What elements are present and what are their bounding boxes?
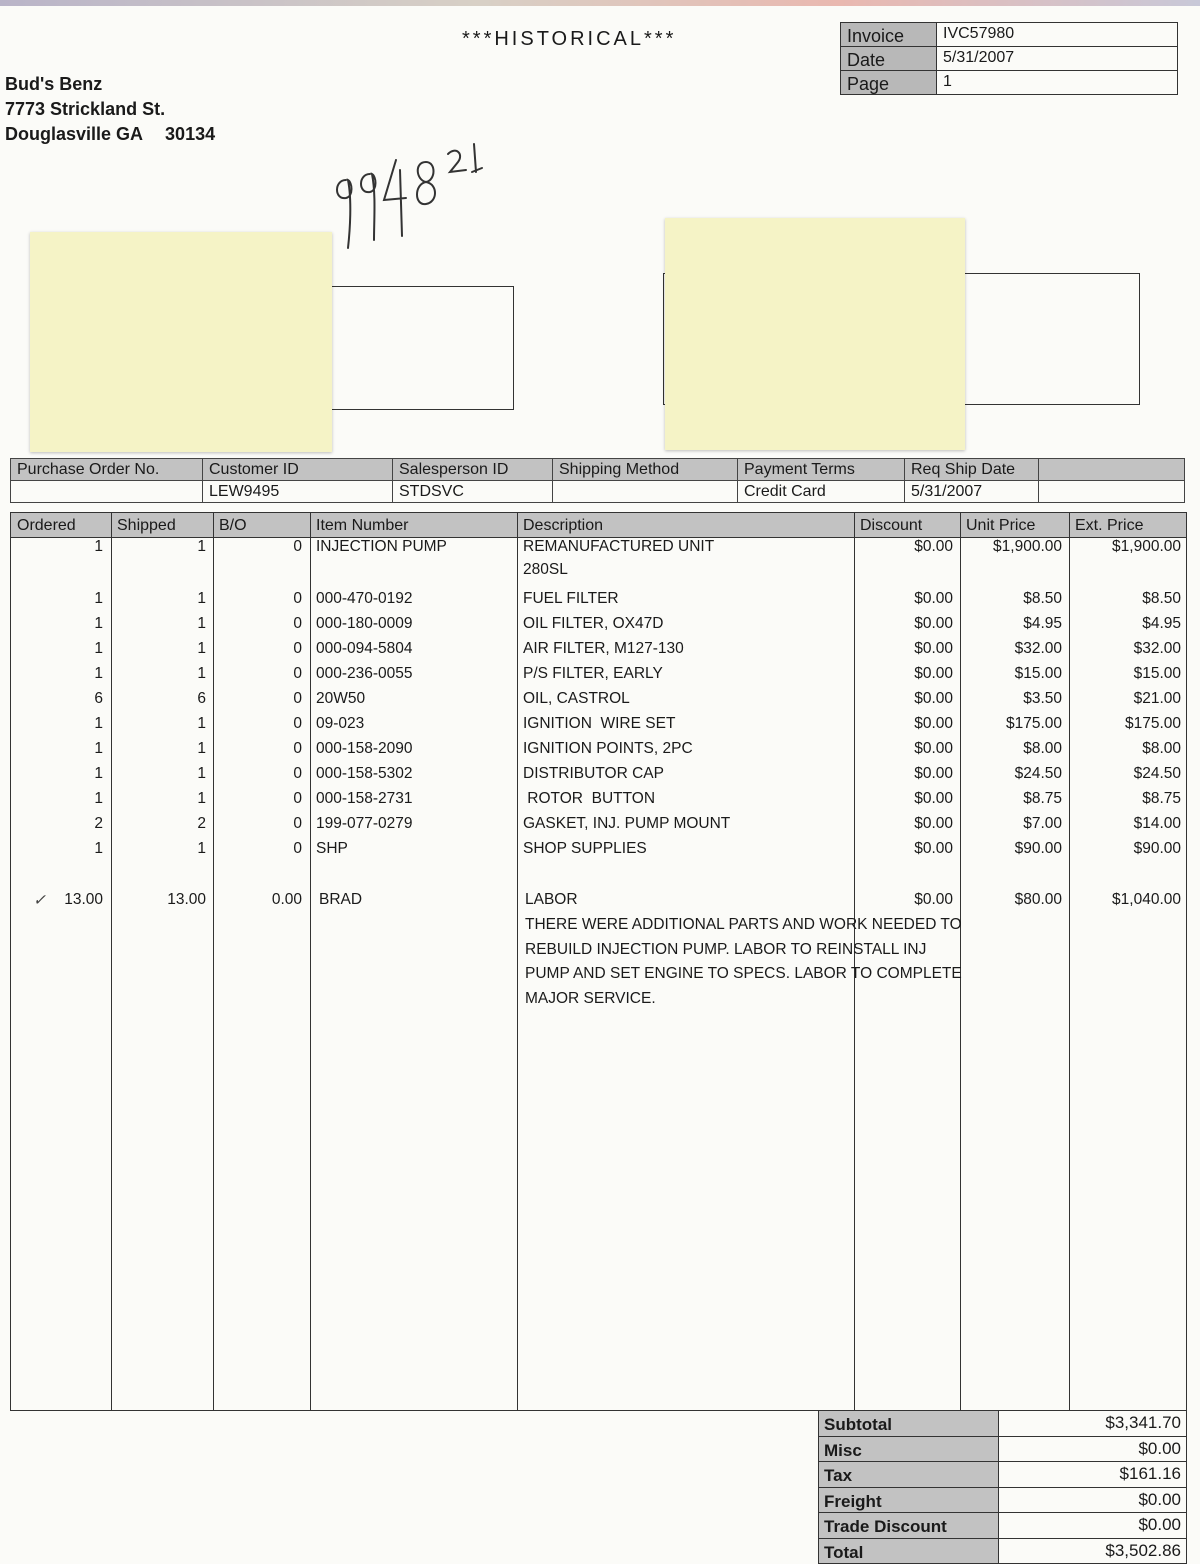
line-item-row: [11, 590, 1186, 614]
unit-price-cell: $4.95: [1023, 615, 1062, 632]
ordered-cell: 1: [94, 765, 103, 782]
misc-row: [819, 1436, 1186, 1462]
ordered-cell: 1: [94, 615, 103, 632]
sticky-note-left: [30, 232, 332, 452]
shipped-cell: 2: [197, 815, 206, 832]
page-label: Page: [841, 71, 937, 94]
bo-cell: 0: [293, 615, 302, 632]
company-name: Bud's Benz: [5, 74, 103, 94]
ext-price-cell: $4.95: [1142, 615, 1181, 632]
item-number-cell: SHP: [316, 840, 348, 857]
line-item-row: [11, 538, 1186, 562]
labor-discount: $0.00: [914, 891, 953, 908]
unit-price-cell: $8.75: [1023, 790, 1062, 807]
labor-row: [11, 891, 1186, 915]
discount-cell: $0.00: [914, 815, 953, 832]
check-mark: ✓: [33, 892, 46, 909]
company-street: 7773 Strickland St.: [5, 99, 166, 119]
shipped-cell: 1: [197, 615, 206, 632]
labor-item: BRAD: [319, 891, 363, 908]
order-info-value-row: [11, 481, 1185, 503]
scan-edge-strip: [0, 0, 1200, 6]
invoice-number-row: [841, 23, 1177, 46]
description-cell: 280SL: [523, 561, 568, 578]
ext-price-cell: $24.50: [1133, 765, 1181, 782]
ordered-cell: 1: [94, 740, 103, 757]
ext-price-cell: $8.50: [1142, 590, 1181, 607]
bo-cell: 0: [293, 538, 302, 555]
discount-cell: $0.00: [914, 538, 953, 555]
item-number-cell: 000-158-5302: [316, 765, 413, 782]
item-number-cell: 000-236-0055: [316, 665, 413, 682]
bo-header: B/O: [219, 517, 247, 534]
blank-value: [1039, 481, 1185, 503]
tax-value: $161.16: [1119, 1464, 1181, 1483]
ordered-cell: 2: [94, 815, 103, 832]
customer-id-header: Customer ID: [203, 459, 393, 481]
unit-price-cell: $8.50: [1023, 590, 1062, 607]
description-cell: REMANUFACTURED UNIT: [523, 538, 715, 555]
discount-cell: $0.00: [914, 715, 953, 732]
shipping-method-value: [553, 481, 738, 503]
line-item-row: [11, 640, 1186, 664]
bo-cell: 0: [293, 840, 302, 857]
labor-note-line: THERE WERE ADDITIONAL PARTS AND WORK NEEDED TO: [525, 916, 962, 933]
customer-id-value: LEW9495: [203, 481, 393, 503]
subtotal-row: [819, 1411, 1186, 1436]
description-cell: OIL FILTER, OX47D: [523, 615, 664, 632]
discount-header: Discount: [860, 517, 923, 534]
req-ship-date-header: Req Ship Date: [905, 459, 1039, 481]
blank-header: [1039, 459, 1185, 481]
description-cell: IGNITION WIRE SET: [523, 715, 676, 732]
description-cell: GASKET, INJ. PUMP MOUNT: [523, 815, 731, 832]
shipped-cell: 1: [197, 840, 206, 857]
shipped-cell: 1: [197, 538, 206, 555]
payment-terms-value: Credit Card: [738, 481, 905, 503]
ext-price-cell: $32.00: [1133, 640, 1181, 657]
discount-cell: $0.00: [914, 665, 953, 682]
tax-label: Tax: [819, 1462, 999, 1487]
company-zip: 30134: [165, 124, 216, 144]
discount-cell: $0.00: [914, 840, 953, 857]
tax-row: [819, 1461, 1186, 1487]
ext-price-cell: $8.00: [1142, 740, 1181, 757]
bo-cell: 0: [293, 590, 302, 607]
unit-price-cell: $1,900.00: [993, 538, 1062, 555]
description-cell: IGNITION POINTS, 2PC: [523, 740, 693, 757]
discount-cell: $0.00: [914, 615, 953, 632]
salesperson-header: Salesperson ID: [393, 459, 553, 481]
ordered-cell: 1: [94, 790, 103, 807]
ext-price-cell: $21.00: [1133, 690, 1181, 707]
unit-price-cell: $3.50: [1023, 690, 1062, 707]
bo-cell: 0: [293, 640, 302, 657]
ordered-cell: 6: [94, 690, 103, 707]
order-info-header-row: [11, 459, 1185, 481]
labor-shipped: 13.00: [167, 891, 206, 908]
invoice-page-row: [841, 70, 1177, 94]
date-label: Date: [841, 47, 937, 70]
line-item-row: [11, 815, 1186, 839]
shipping-method-header: Shipping Method: [553, 459, 738, 481]
handwritten-note: [326, 140, 506, 260]
discount-cell: $0.00: [914, 690, 953, 707]
totals-box: [818, 1410, 1187, 1564]
bo-cell: 0: [293, 715, 302, 732]
labor-note-line: PUMP AND SET ENGINE TO SPECS. LABOR TO COMPLETE: [525, 965, 962, 982]
labor-desc: LABOR: [525, 891, 578, 908]
shipped-header: Shipped: [117, 517, 176, 534]
req-ship-date-value: 5/31/2007: [905, 481, 1039, 503]
shipped-cell: 1: [197, 765, 206, 782]
line-item-row: [11, 561, 1186, 585]
misc-value: $0.00: [1138, 1438, 1181, 1458]
ordered-cell: 1: [94, 665, 103, 682]
discount-cell: $0.00: [914, 765, 953, 782]
ext-price-cell: $8.75: [1142, 790, 1181, 807]
total-label: Total: [819, 1539, 999, 1564]
item-number-cell: 000-158-2090: [316, 740, 413, 757]
company-city: Douglasville GA: [5, 124, 144, 144]
unit-price-header: Unit Price: [966, 517, 1036, 534]
bo-cell: 0: [293, 690, 302, 707]
bo-cell: 0: [293, 765, 302, 782]
order-info-table: [10, 458, 1185, 503]
description-cell: DISTRIBUTOR CAP: [523, 765, 664, 782]
line-item-row: [11, 690, 1186, 714]
unit-price-cell: $7.00: [1023, 815, 1062, 832]
trade-discount-value: $0.00: [1138, 1515, 1181, 1534]
ext-price-cell: $15.00: [1133, 665, 1181, 682]
payment-terms-header: Payment Terms: [738, 459, 905, 481]
labor-unit-price: $80.00: [1014, 891, 1062, 908]
ordered-cell: 1: [94, 538, 103, 555]
item-number-cell: INJECTION PUMP: [316, 538, 447, 555]
subtotal-label: Subtotal: [819, 1411, 999, 1436]
unit-price-cell: $32.00: [1014, 640, 1062, 657]
labor-notes: [525, 913, 962, 1011]
description-cell: FUEL FILTER: [523, 590, 619, 607]
sticky-note-right: [665, 218, 965, 450]
item-number-cell: 000-158-2731: [316, 790, 413, 807]
description-cell: ROTOR BUTTON: [523, 790, 656, 807]
line-item-row: [11, 765, 1186, 789]
description-cell: OIL, CASTROL: [523, 690, 630, 707]
item-number-cell: 000-180-0009: [316, 615, 413, 632]
bo-cell: 0: [293, 790, 302, 807]
line-item-row: [11, 715, 1186, 739]
item-number-cell: 000-094-5804: [316, 640, 413, 657]
subtotal-value: $3,341.70: [1105, 1413, 1181, 1432]
labor-bo: 0.00: [271, 891, 302, 908]
freight-value: $0.00: [1138, 1489, 1181, 1509]
ext-price-header: Ext. Price: [1075, 517, 1144, 534]
unit-price-cell: $8.00: [1023, 740, 1062, 757]
line-items-table: [10, 512, 1187, 1411]
item-number-header: Item Number: [316, 517, 409, 534]
unit-price-cell: $24.50: [1014, 765, 1062, 782]
bo-cell: 0: [293, 665, 302, 682]
po-header: Purchase Order No.: [11, 459, 203, 481]
discount-cell: $0.00: [914, 640, 953, 657]
trade-discount-row: [819, 1512, 1186, 1538]
line-item-row: [11, 790, 1186, 814]
ext-price-cell: $90.00: [1133, 840, 1181, 857]
labor-note-line: MAJOR SERVICE.: [525, 989, 656, 1007]
labor-ext-price: $1,040.00: [1112, 891, 1181, 908]
invoice-number: IVC57980: [943, 25, 1015, 42]
shipped-cell: 1: [197, 740, 206, 757]
invoice-date-row: [841, 46, 1177, 70]
line-item-row: [11, 615, 1186, 639]
trade-discount-label: Trade Discount: [819, 1513, 999, 1538]
unit-price-cell: $175.00: [1005, 715, 1062, 732]
shipped-cell: 1: [197, 640, 206, 657]
invoice-label: Invoice: [841, 23, 937, 46]
shipped-cell: 1: [197, 665, 206, 682]
item-number-cell: 20W50: [316, 690, 366, 707]
description-cell: P/S FILTER, EARLY: [523, 665, 663, 682]
freight-label: Freight: [819, 1488, 999, 1513]
unit-price-cell: $15.00: [1014, 665, 1062, 682]
labor-ordered: 13.00: [64, 891, 103, 908]
description-cell: SHOP SUPPLIES: [523, 840, 647, 857]
line-item-row: [11, 665, 1186, 689]
discount-cell: $0.00: [914, 590, 953, 607]
po-value: [11, 481, 203, 503]
company-address: [5, 72, 215, 147]
ordered-cell: 1: [94, 640, 103, 657]
invoice-date: 5/31/2007: [943, 49, 1015, 66]
ext-price-cell: $14.00: [1133, 815, 1181, 832]
shipped-cell: 6: [197, 690, 206, 707]
unit-price-cell: $90.00: [1014, 840, 1062, 857]
line-items-header: [11, 513, 1186, 538]
ext-price-cell: $175.00: [1124, 715, 1181, 732]
discount-cell: $0.00: [914, 790, 953, 807]
total-value: $3,502.86: [1105, 1540, 1181, 1560]
salesperson-value: STDSVC: [393, 481, 553, 503]
ordered-cell: 1: [94, 715, 103, 732]
item-number-cell: 09-023: [316, 715, 365, 732]
ext-price-cell: $1,900.00: [1112, 538, 1181, 555]
item-number-cell: 000-470-0192: [316, 590, 413, 607]
labor-note-line: REBUILD INJECTION PUMP. LABOR TO REINSTALL INJ: [525, 940, 927, 958]
bo-cell: 0: [293, 815, 302, 832]
shipped-cell: 1: [197, 590, 206, 607]
discount-cell: $0.00: [914, 740, 953, 757]
line-item-row: [11, 740, 1186, 764]
historical-stamp: ***HISTORICAL***: [462, 28, 677, 50]
misc-label: Misc: [819, 1437, 999, 1462]
ordered-cell: 1: [94, 840, 103, 857]
description-cell: AIR FILTER, M127-130: [523, 640, 684, 657]
total-row: [819, 1538, 1186, 1564]
bo-cell: 0: [293, 740, 302, 757]
item-number-cell: 199-077-0279: [316, 815, 413, 832]
invoice-info-box: [840, 22, 1178, 95]
description-header: Description: [523, 517, 604, 534]
page-number: 1: [943, 73, 952, 90]
line-item-row: [11, 840, 1186, 864]
ordered-cell: 1: [94, 590, 103, 607]
shipped-cell: 1: [197, 715, 206, 732]
freight-row: [819, 1487, 1186, 1513]
ordered-header: Ordered: [17, 517, 76, 534]
shipped-cell: 1: [197, 790, 206, 807]
